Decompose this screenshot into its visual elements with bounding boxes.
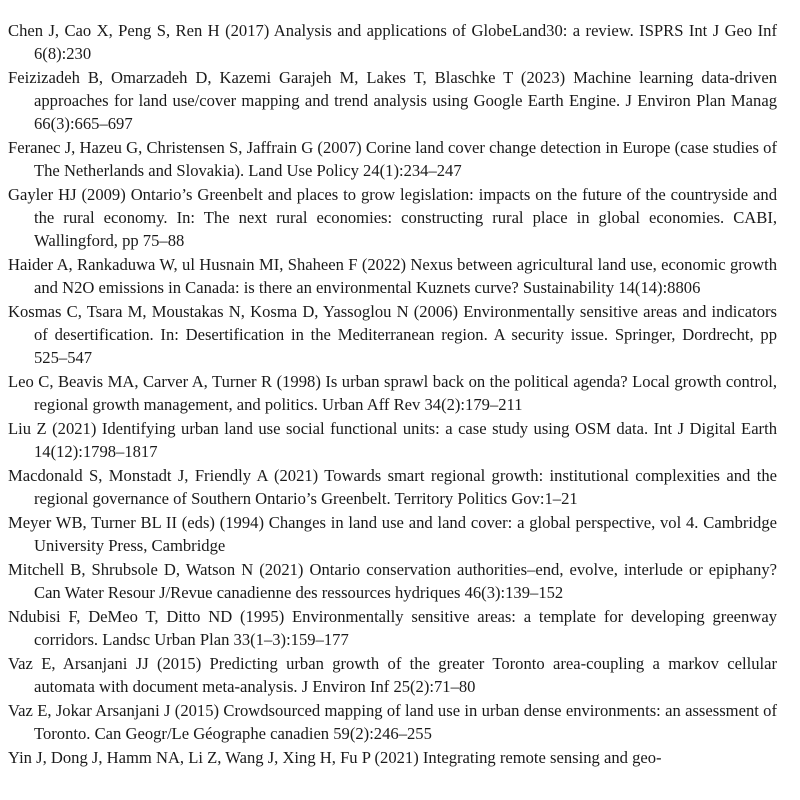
reference-mitchell-2021: Mitchell B, Shrubsole D, Watson N (2021) Ontario conservation authorities–end, evolve, interlude or epiphany? Can Water Resour J/Revue canadienne des ressources hydriques 46(3):139–152 (8, 560, 777, 602)
reference-macdonald-2021: Macdonald S, Monstadt J, Friendly A (2021) Towards smart regional growth: institutional complexities and the regional governance of Southern Ontario’s Greenbelt. Territory Politics Gov:1–21 (8, 466, 777, 508)
reference-leo-1998: Leo C, Beavis MA, Carver A, Turner R (1998) Is urban sprawl back on the political agenda? Local growth control, regional growth management, and politics. Urban Aff Rev 34(2):179–211 (8, 372, 777, 414)
reference-vaz-arsanjani-2015: Vaz E, Arsanjani JJ (2015) Predicting urban growth of the greater Toronto area-coupling a markov cellular automata with document meta-analysis. J Environ Inf 25(2):71–80 (8, 654, 777, 696)
reference-vaz-jokar-2015: Vaz E, Jokar Arsanjani J (2015) Crowdsourced mapping of land use in urban dense environments: an assessment of Toronto. Can Geogr/Le Géographe canadien 59(2):246–255 (8, 701, 777, 743)
reference-yin-2021: Yin J, Dong J, Hamm NA, Li Z, Wang J, Xing H, Fu P (2021) Integrating remote sensing and geo- (8, 748, 662, 767)
reference-chen-2017: Chen J, Cao X, Peng S, Ren H (2017) Analysis and applications of GlobeLand30: a review. ISPRS Int J Geo Inf 6(8):230 (8, 21, 777, 63)
reference-liu-2021: Liu Z (2021) Identifying urban land use social functional units: a case study using OSM data. Int J Digital Earth 14(12):1798–1817 (8, 419, 777, 461)
reference-feranec-2007: Feranec J, Hazeu G, Christensen S, Jaffrain G (2007) Corine land cover change detection in Europe (case studies of The Netherlands and Slovakia). Land Use Policy 24(1):234–247 (8, 138, 777, 180)
reference-ndubisi-1995: Ndubisi F, DeMeo T, Ditto ND (1995) Environmentally sensitive areas: a template for developing greenway corridors. Landsc Urban Plan 33(1–3):159–177 (8, 607, 777, 649)
reference-list (8, 19, 777, 770)
reference-haider-2022: Haider A, Rankaduwa W, ul Husnain MI, Shaheen F (2022) Nexus between agricultural land use, economic growth and N2O emissions in Canada: is there an environmental Kuznets curve? Sustainability 14(14):8806 (8, 255, 777, 297)
reference-meyer-1994: Meyer WB, Turner BL II (eds) (1994) Changes in land use and land cover: a global perspective, vol 4. Cambridge University Press, Cambridge (8, 513, 777, 555)
reference-feizizadeh-2023: Feizizadeh B, Omarzadeh D, Kazemi Garajeh M, Lakes T, Blaschke T (2023) Machine learning data-driven approaches for land use/cover mapping and trend analysis using Google Earth Engine. J Environ Plan Manag 66(3):665–697 (8, 68, 777, 133)
reference-kosmas-2006: Kosmas C, Tsara M, Moustakas N, Kosma D, Yassoglou N (2006) Environmentally sensitive areas and indicators of desertification. In: Desertification in the Mediterranean region. A security issue. Springer, Dordrecht, pp 525–547 (8, 302, 777, 367)
reference-gayler-2009: Gayler HJ (2009) Ontario’s Greenbelt and places to grow legislation: impacts on the future of the countryside and the rural economy. In: The next rural economies: constructing rural place in global economies. CABI, Wallingford, pp 75–88 (8, 185, 777, 250)
